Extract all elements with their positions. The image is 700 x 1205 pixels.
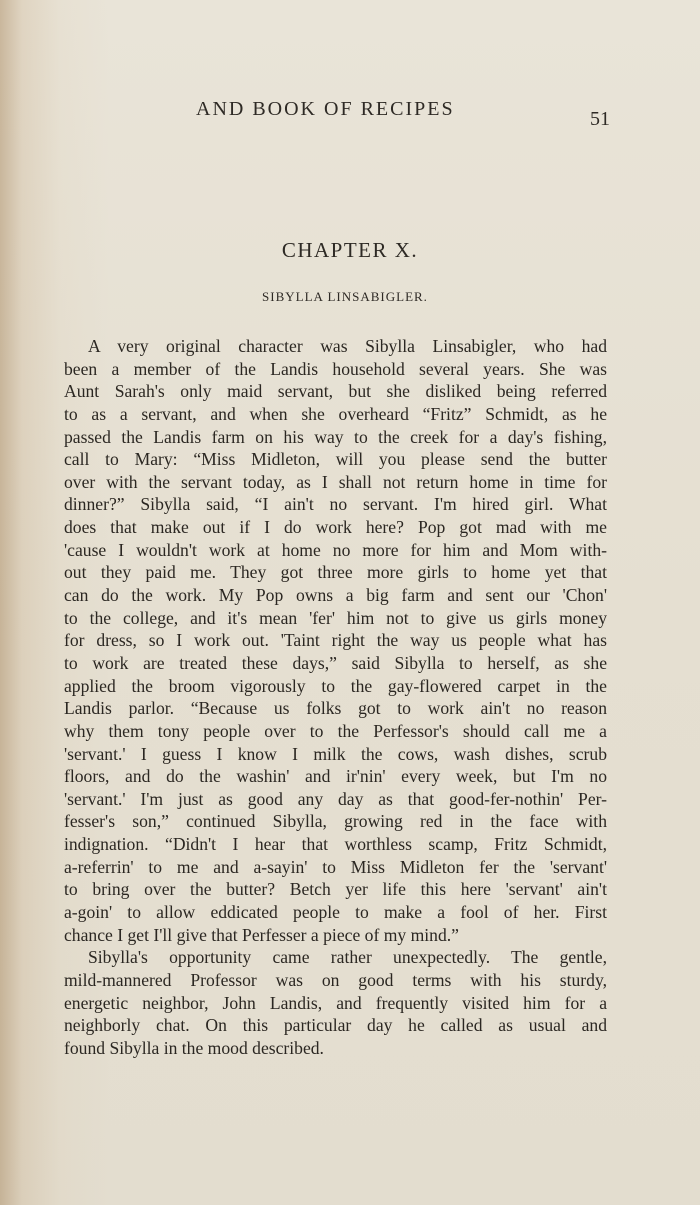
text-line: found Sibylla in the mood described. xyxy=(64,1037,324,1058)
text-line: a-goin' to allow eddicated people to make a fool of her. First xyxy=(64,902,607,923)
text-line: 'servant.' I'm just as good any day as that good-fer-nothin' Per- xyxy=(64,788,607,809)
text-line: Landis parlor. “Because us folks got to work ain't no reason xyxy=(64,698,607,719)
text-line: 'cause I wouldn't work at home no more for him and Mom with- xyxy=(64,539,607,560)
text-line: can do the work. My Pop owns a big farm and sent our 'Chon' xyxy=(64,585,607,606)
text-line: A very original character was Sibylla Linsabigler, who had xyxy=(88,336,607,356)
text-line: does that make out if I do work here? Pop got mad with me xyxy=(64,517,607,538)
text-line: dinner?” Sibylla said, “I ain't no servant. I'm hired girl. What xyxy=(64,494,607,515)
text-line: indignation. “Didn't I hear that worthless scamp, Fritz Schmidt, xyxy=(64,834,607,855)
text-line: why them tony people over to the Perfessor's should call me a xyxy=(64,720,607,741)
text-line: fesser's son,” continued Sibylla, growing red in the face with xyxy=(64,811,607,832)
text-line: for dress, so I work out. 'Taint right the way us people what has xyxy=(64,630,607,651)
text-line: mild-mannered Professor was on good terms with his sturdy, xyxy=(64,969,607,990)
text-line: Sibylla's opportunity came rather unexpectedly. The gentle, xyxy=(88,947,607,968)
text-line: out they paid me. They got three more girls to home yet that xyxy=(64,562,607,583)
text-line: neighborly chat. On this particular day he called as usual and xyxy=(64,1015,607,1036)
text-line: energetic neighbor, John Landis, and frequently visited him for a xyxy=(64,992,607,1013)
body-text xyxy=(64,335,607,1060)
text-line: to work are treated these days,” said Sibylla to herself, as she xyxy=(64,652,607,673)
chapter-subtitle: SIBYLLA LINSABIGLER. xyxy=(262,289,428,304)
text-line: chance I get I'll give that Perfesser a piece of my mind.” xyxy=(64,924,459,945)
text-line: been a member of the Landis household several years. She was xyxy=(64,358,607,379)
text-line: a-referrin' to me and a-sayin' to Miss Midleton fer the 'servant' xyxy=(64,856,607,877)
text-line: call to Mary: “Miss Midleton, will you please send the butter xyxy=(64,449,607,470)
page-number: 51 xyxy=(590,108,610,130)
chapter-title: CHAPTER X. xyxy=(281,238,419,262)
text-line: to bring over the butter? Betch yer life this here 'servant' ain't xyxy=(64,879,607,900)
text-line: passed the Landis farm on his way to the creek for a day's fishing, xyxy=(64,426,607,447)
text-line: floors, and do the washin' and ir'nin' every week, but I'm no xyxy=(64,766,607,787)
text-line: 'servant.' I guess I know I milk the cows, wash dishes, scrub xyxy=(64,743,607,764)
text-line: applied the broom vigorously to the gay-flowered carpet in the xyxy=(64,675,607,696)
text-line: to as a servant, and when she overheard “Fritz” Schmidt, as he xyxy=(64,403,607,424)
text-line: Aunt Sarah's only maid servant, but she disliked being referred xyxy=(64,381,607,402)
text-line: over with the servant today, as I shall not return home in time for xyxy=(64,471,607,492)
text-line: to the college, and it's mean 'fer' him not to give us girls money xyxy=(64,607,607,628)
running-head: AND BOOK OF RECIPES xyxy=(196,98,455,120)
